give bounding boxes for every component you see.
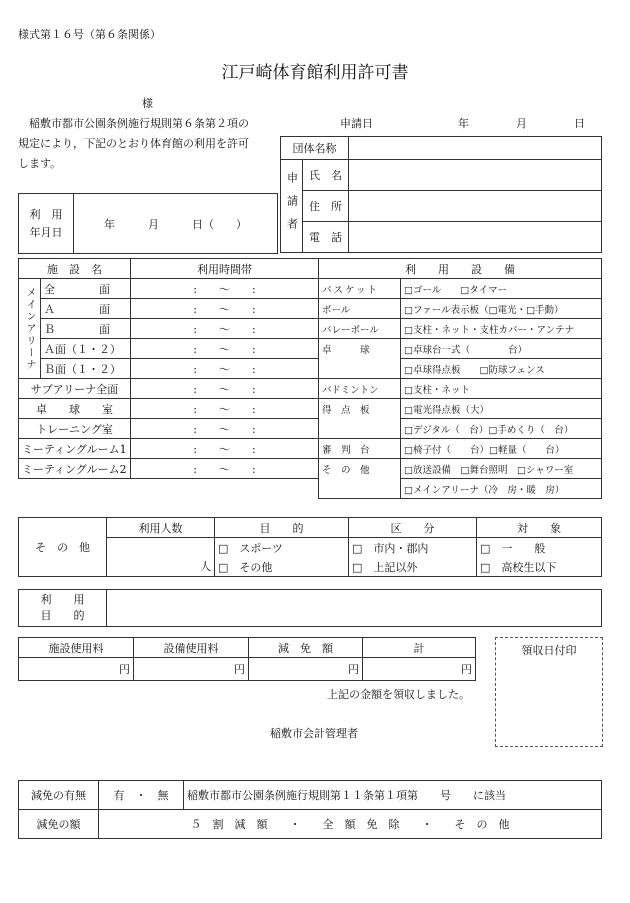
preamble-line-2: 規定により，下記のとおり体育館の利用を許可 xyxy=(18,137,249,150)
exemption-regulation[interactable]: 稲敷市都市公園条例施行規則第１１条第１項第 号 に該当 xyxy=(184,781,602,810)
time-slot[interactable]: : 〜 : xyxy=(131,359,319,379)
phone-label: 電 話 xyxy=(303,222,349,253)
facility-fee-field[interactable]: 円 xyxy=(19,658,134,681)
group-name-field[interactable] xyxy=(349,137,602,160)
time-slot[interactable]: : 〜 : xyxy=(131,319,319,339)
equipment-item[interactable]: □ゴール □タイマー xyxy=(401,279,602,299)
equipment-item[interactable]: □デジタル（ 台）□手めくり（ 台） xyxy=(401,419,602,439)
target-header: 対 象 xyxy=(477,518,602,538)
time-slot[interactable]: : 〜 : xyxy=(131,399,319,419)
exemption-label: 減免の有無 xyxy=(19,781,99,810)
purpose-label-2: 目 的 xyxy=(40,609,85,622)
phone-field[interactable] xyxy=(349,222,602,253)
name-field[interactable] xyxy=(349,160,602,191)
purpose-label-1: 利 用 xyxy=(40,593,85,606)
equipment-category: ボール xyxy=(319,299,401,319)
exemption-amount-header: 減 免 額 xyxy=(249,638,363,658)
equipment-item[interactable]: □電光得点板（大） xyxy=(401,399,602,419)
facility-row: 卓 球 室 xyxy=(19,399,131,419)
time-slot[interactable]: : 〜 : xyxy=(131,279,319,299)
time-slot[interactable]: : 〜 : xyxy=(131,299,319,319)
equipment-header: 利 用 設 備 xyxy=(319,259,602,279)
other-table xyxy=(18,517,602,577)
purpose-header: 目 的 xyxy=(215,518,349,538)
target-option[interactable]: □ 高校生以下 xyxy=(477,557,602,577)
applicant-side-label: 申請者 xyxy=(281,160,303,253)
usage-date-label-1: 利 用 xyxy=(29,207,63,221)
equipment-item[interactable]: □支柱・ネット・支柱カバー・アンテナ xyxy=(401,319,602,339)
category-option[interactable]: □ 市内・郡内 xyxy=(349,538,477,558)
category-header: 区 分 xyxy=(349,518,477,538)
exemption-table xyxy=(18,780,602,839)
purpose-option[interactable]: □ スポーツ xyxy=(215,538,349,558)
equipment-item[interactable]: □卓球得点板 □防球フェンス xyxy=(401,359,602,379)
facility-row: Ａ面（１・２） xyxy=(41,339,131,359)
facility-row: トレーニング室 xyxy=(19,419,131,439)
equipment-category: 審 判 台 xyxy=(319,439,401,459)
time-slot[interactable]: : 〜 : xyxy=(131,419,319,439)
time-header: 利用時間帯 xyxy=(131,259,319,279)
fee-table xyxy=(18,637,476,681)
equipment-category: バスケット xyxy=(319,279,401,299)
equipment-fee-header: 設備使用料 xyxy=(134,638,249,658)
form-id: 様式第１６号（第６条関係） xyxy=(18,28,161,41)
exemption-amount-options[interactable]: ５ 割 減 額 ・ 全 額 免 除 ・ そ の 他 xyxy=(99,810,602,839)
equipment-item[interactable]: □支柱・ネット xyxy=(401,379,602,399)
treasurer: 稲敷市会計管理者 xyxy=(270,727,358,740)
usage-date-box xyxy=(18,193,278,254)
facility-row: ミーティングルーム1 xyxy=(19,439,131,459)
equipment-item[interactable]: □椅子付（ 台）□軽量（ 台） xyxy=(401,439,602,459)
equipment-item[interactable]: □メインアリーナ（冷 房・暖 房） xyxy=(401,479,602,499)
exemption-amount-field[interactable]: 円 xyxy=(249,658,363,681)
facility-row: ミーティングルーム2 xyxy=(19,459,131,479)
total-field[interactable]: 円 xyxy=(363,658,476,681)
address-field[interactable] xyxy=(349,191,602,222)
facility-row: Ａ 面 xyxy=(41,299,131,319)
facility-fee-header: 施設使用料 xyxy=(19,638,134,658)
purpose-field[interactable] xyxy=(107,590,602,627)
purpose-option[interactable]: □ その他 xyxy=(215,557,349,577)
equipment-fee-field[interactable]: 円 xyxy=(134,658,249,681)
equipment-item[interactable]: □放送設備 □舞台照明 □シャワー室 xyxy=(401,459,602,479)
time-slot[interactable]: : 〜 : xyxy=(131,459,319,479)
other-row-label: そ の 他 xyxy=(19,518,107,577)
equipment-category: そ の 他 xyxy=(319,459,401,499)
usage-date-field[interactable]: 年 月 日（ ） xyxy=(74,194,278,254)
target-option[interactable]: □ 一 般 xyxy=(477,538,602,558)
purpose-box xyxy=(18,589,602,627)
application-date-label: 申請日 xyxy=(340,117,373,130)
application-date-year: 年 xyxy=(458,117,469,130)
receipt-stamp-label: 領収日付印 xyxy=(521,644,577,657)
application-date-month: 月 xyxy=(516,117,527,130)
facility-header: 施 設 名 xyxy=(19,259,131,279)
group-name-label: 団体名称 xyxy=(281,137,349,160)
time-slot[interactable]: : 〜 : xyxy=(131,439,319,459)
name-label: 氏 名 xyxy=(303,160,349,191)
facility-table xyxy=(18,258,602,499)
receipt-note: 上記の金額を領収しました。 xyxy=(327,688,470,701)
applicant-table xyxy=(280,136,602,253)
preamble-line-1: 稲敷市都市公園条例施行規則第６条第２項の xyxy=(18,117,249,130)
equipment-item[interactable]: □卓球台一式（ 台） xyxy=(401,339,602,359)
equipment-item[interactable]: □ファール表示板（□電光・□手動） xyxy=(401,299,602,319)
page-title: 江戸崎体育館利用許可書 xyxy=(221,63,409,83)
exemption-amount-label: 減免の額 xyxy=(19,810,99,839)
main-arena-label: メインアリーナ xyxy=(19,279,41,379)
time-slot[interactable]: : 〜 : xyxy=(131,379,319,399)
receipt-stamp-box xyxy=(495,637,603,747)
facility-row: Ｂ面（１・２） xyxy=(41,359,131,379)
equipment-category: 卓 球 xyxy=(319,339,401,379)
application-date-day: 日 xyxy=(574,117,585,130)
total-header: 計 xyxy=(363,638,476,658)
usage-date-label-2: 年月日 xyxy=(29,225,63,239)
people-count-field[interactable]: 人 xyxy=(107,538,215,577)
address-label: 住 所 xyxy=(303,191,349,222)
equipment-category: バドミントン xyxy=(319,379,401,399)
equipment-category: バレーボール xyxy=(319,319,401,339)
equipment-category: 得 点 板 xyxy=(319,399,401,439)
time-slot[interactable]: : 〜 : xyxy=(131,339,319,359)
facility-row: サブアリーナ全面 xyxy=(19,379,131,399)
facility-row: 全 面 xyxy=(41,279,131,299)
addressee-honorific: 様 xyxy=(142,97,153,110)
people-header: 利用人数 xyxy=(107,518,215,538)
category-option[interactable]: □ 上記以外 xyxy=(349,557,477,577)
exemption-choice[interactable]: 有 ・ 無 xyxy=(99,781,184,810)
facility-row: Ｂ 面 xyxy=(41,319,131,339)
preamble-line-3: します。 xyxy=(18,157,62,170)
